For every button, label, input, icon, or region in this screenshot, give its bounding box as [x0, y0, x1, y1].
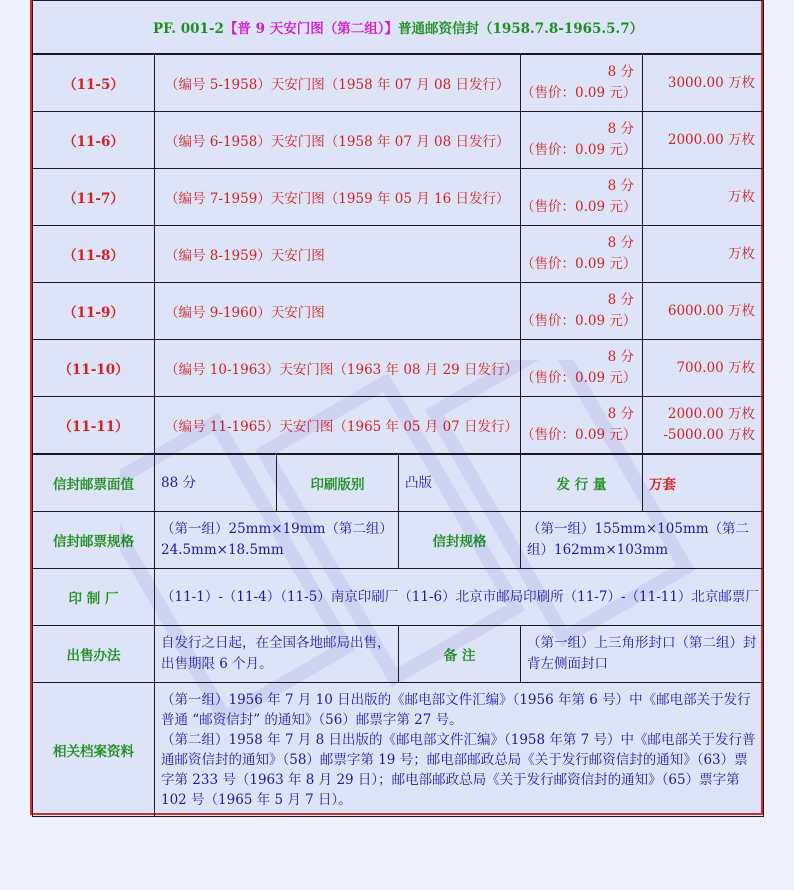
envelope-spec: （第一组）155mm×105mm（第二组）162mm×103mm [521, 512, 764, 569]
issue-price [521, 340, 643, 397]
sale-price: （售价：0.09 元） [521, 142, 637, 158]
archive-label: 相关档案资料 [33, 683, 155, 817]
issue-quantity [643, 226, 764, 283]
quantity-value: 万枚 [728, 188, 755, 205]
issue-quantity [643, 55, 764, 112]
quantity-value: 3000.00 万枚 [667, 74, 755, 91]
printer-label: 印 制 厂 [33, 569, 155, 626]
face-price: 8 分 [607, 406, 634, 422]
issue-row [33, 397, 764, 454]
issue-description: （编号 9-1960）天安门图 [155, 283, 521, 340]
catalog-title [33, 1, 764, 54]
sale-price: （售价：0.09 元） [521, 199, 637, 215]
archive-record-1: （第一组）1956 年 7 月 10 日出版的《邮电部文件汇编》（1956 年第 6 号）中《邮电部关于发行普通 “邮资信封” 的通知》（56）邮票字第 27 号。 [161, 691, 751, 728]
issue-quantity [643, 397, 764, 454]
face-price: 8 分 [607, 292, 634, 308]
issue-code: （11-10） [33, 340, 155, 397]
sale-price: （售价：0.09 元） [521, 256, 637, 272]
archive-records [155, 683, 764, 817]
quantity-value: 700.00 万枚 [676, 359, 755, 376]
issue-description: （编号 8-1959）天安门图 [155, 226, 521, 283]
issue-description: （编号 5-1958）天安门图（1958 年 07 月 08 日发行） [155, 55, 521, 112]
remark-label: 备 注 [399, 626, 521, 683]
issue-quantity [643, 283, 764, 340]
issue-description: （编号 6-1958）天安门图（1958 年 07 月 08 日发行） [155, 112, 521, 169]
face-price: 8 分 [607, 64, 634, 80]
face-value-label: 信封邮票面值 [33, 455, 155, 512]
stamp-catalog-panel [30, 0, 763, 815]
issue-row [33, 283, 764, 340]
envelope-spec-label: 信封规格 [399, 512, 521, 569]
sale-method-label: 出售办法 [33, 626, 155, 683]
issue-code: （11-9） [33, 283, 155, 340]
stamp-spec-label: 信封邮票规格 [33, 512, 155, 569]
archive-record-2: （第二组）1958 年 7 月 8 日出版的《邮电部文件汇编》（1958 年第 7 号）中《邮电部关于发行普通邮资信封的通知》（58）邮票字第 19 号；邮电部邮政总局《关于发行邮资信封的通知》（63）票字第 233 号（1963 年 8 月 29 日）；邮电部邮政总局《关于发行邮资信封的通知》（65）票字第 102 号（1965 年 5 月 7 日）。 [161, 731, 756, 808]
issue-code: （11-11） [33, 397, 155, 454]
issue-row [33, 112, 764, 169]
issue-price [521, 397, 643, 454]
issue-row [33, 169, 764, 226]
quantity-value: -5000.00 万枚 [663, 427, 755, 443]
catalog-series-name: 【普 9 天安门图（第二组）】 [223, 21, 398, 37]
issue-code: （11-8） [33, 226, 155, 283]
issue-qty: 万套 [643, 455, 764, 512]
stamp-spec: （第一组）25mm×19mm（第二组）24.5mm×18.5mm [155, 512, 399, 569]
issue-code: （11-5） [33, 55, 155, 112]
issue-price [521, 226, 643, 283]
issue-row [33, 226, 764, 283]
printer: （11-1）-（11-4）（11-5）南京印刷厂（11-6）北京市邮局印刷所（11-7）-（11-11）北京邮票厂 [155, 569, 764, 626]
issue-description: （编号 10-1963）天安门图（1963 年 08 月 29 日发行） [155, 340, 521, 397]
catalog-type: 普通邮资信封（1958.7.8-1965.5.7） [397, 21, 644, 37]
sale-price: （售价：0.09 元） [521, 427, 637, 443]
print-type-label: 印刷版别 [277, 455, 399, 512]
issue-row [33, 340, 764, 397]
face-price: 8 分 [607, 235, 634, 251]
issue-code: （11-6） [33, 112, 155, 169]
issue-price [521, 283, 643, 340]
face-price: 8 分 [607, 178, 634, 194]
issue-table [32, 54, 764, 454]
quantity-value: 6000.00 万枚 [667, 302, 755, 319]
sale-price: （售价：0.09 元） [521, 313, 637, 329]
issue-qty-label: 发 行 量 [521, 455, 643, 512]
issue-quantity [643, 169, 764, 226]
issue-quantity [643, 112, 764, 169]
print-type: 凸版 [399, 455, 521, 512]
issue-quantity [643, 340, 764, 397]
face-value: 88 分 [155, 455, 277, 512]
issue-description: （编号 11-1965）天安门图（1965 年 05 月 07 日发行） [155, 397, 521, 454]
issue-code: （11-7） [33, 169, 155, 226]
face-price: 8 分 [607, 349, 634, 365]
catalog-code: PF. 001-2 [152, 21, 224, 37]
quantity-value: 万枚 [728, 245, 755, 262]
sale-price: （售价：0.09 元） [521, 370, 637, 386]
quantity-value: 2000.00 万枚 [667, 406, 755, 422]
issue-row [33, 55, 764, 112]
sale-method: 自发行之日起，在全国各地邮局出售，出售期限 6 个月。 [155, 626, 399, 683]
sale-price: （售价：0.09 元） [521, 85, 637, 101]
face-price: 8 分 [607, 121, 634, 137]
catalog-table [32, 0, 764, 54]
quantity-value: 2000.00 万枚 [667, 131, 755, 148]
issue-price [521, 112, 643, 169]
remark: （第一组）上三角形封口（第二组）封背左侧面封口 [521, 626, 764, 683]
info-table [32, 454, 764, 817]
issue-description: （编号 7-1959）天安门图（1959 年 05 月 16 日发行） [155, 169, 521, 226]
issue-price [521, 55, 643, 112]
issue-price [521, 169, 643, 226]
